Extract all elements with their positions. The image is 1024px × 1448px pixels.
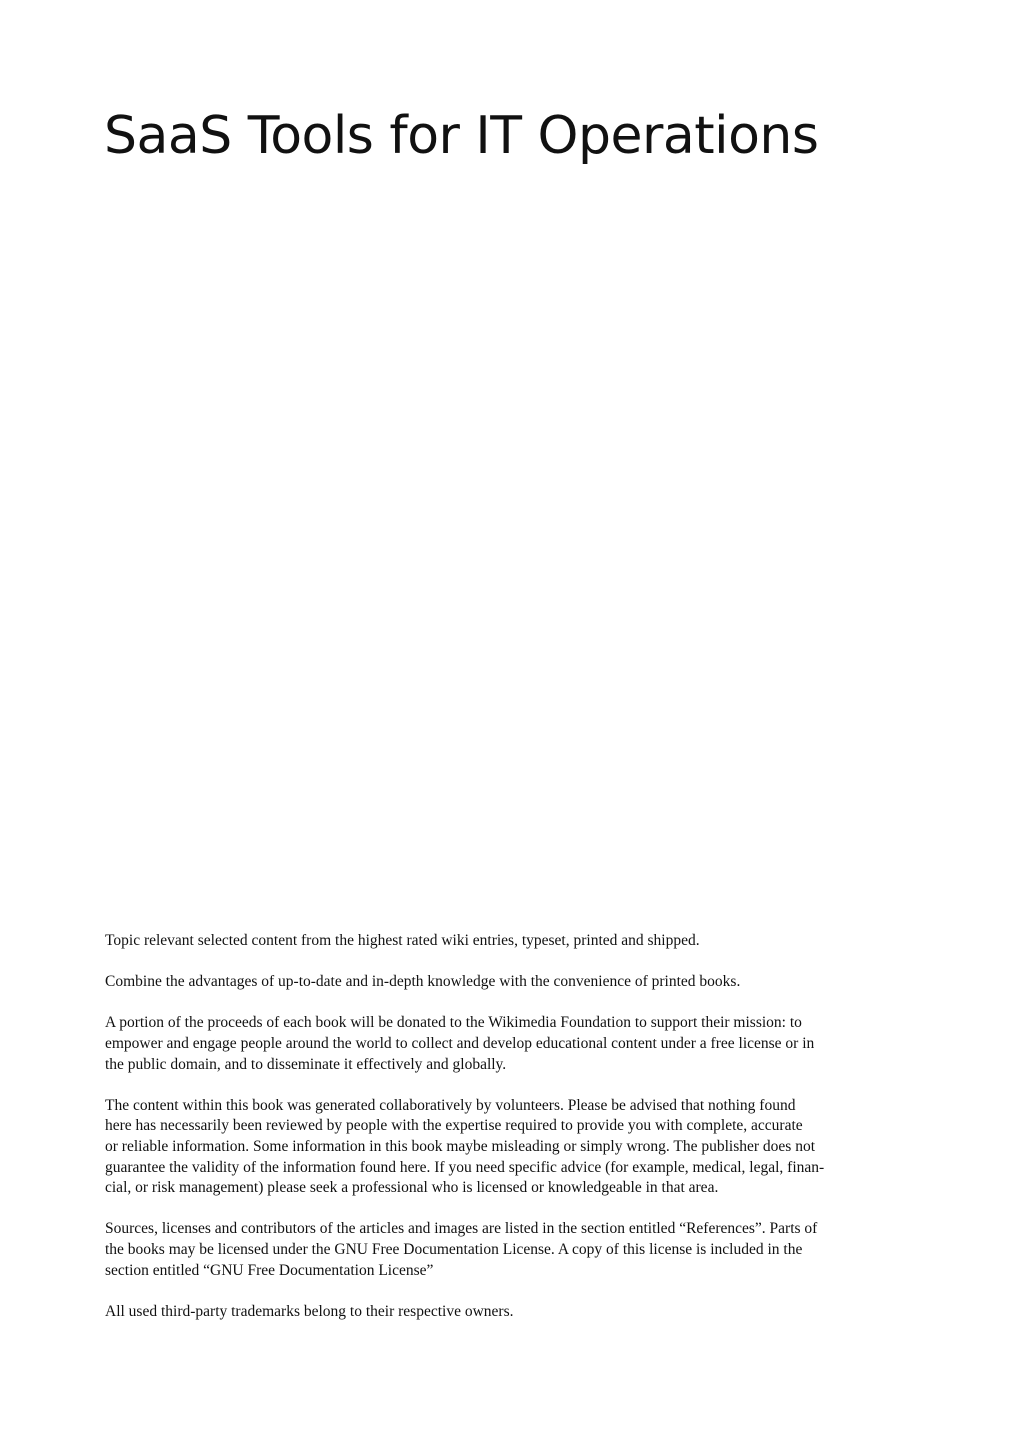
text-line: the public domain, and to disseminate it effectively and globally. [105,1055,507,1073]
publisher-notice [105,931,905,1343]
text-line: section entitled “GNU Free Documentation License” [105,1261,434,1279]
paragraph-disclaimer [105,1096,905,1199]
page-title: SaaS Tools for IT Operations [104,106,819,166]
text-line: Combine the advantages of up-to-date and in-depth knowledge with the convenience of printed books. [105,973,741,991]
paragraph-trademarks [105,1302,905,1323]
text-line: Sources, licenses and contributors of the articles and images are listed in the section entitled “References”. Parts of [105,1220,818,1238]
text-line: A portion of the proceeds of each book will be donated to the Wikimedia Foundation to support their mission: to [105,1014,802,1032]
text-line: here has necessarily been reviewed by people with the expertise required to provide you with complete, accurate [105,1117,803,1135]
paragraph-sources [105,1219,905,1281]
text-line: empower and engage people around the world to collect and develop educational content under a free license or in [105,1034,815,1052]
text-line: Topic relevant selected content from the highest rated wiki entries, typeset, printed and shipped. [105,932,700,949]
paragraph-donation [105,1013,905,1075]
text-line: or reliable information. Some information in this book maybe misleading or simply wrong. The publisher does not [105,1137,816,1155]
paragraph-topic [105,931,905,952]
text-line: the books may be licensed under the GNU Free Documentation License. A copy of this license is included in the [105,1240,803,1258]
text-line: The content within this book was generated collaboratively by volunteers. Please be advised that nothing found [105,1096,796,1114]
text-line: All used third-party trademarks belong to their respective owners. [105,1302,514,1320]
paragraph-advantages [105,972,905,993]
text-line: cial, or risk management) please seek a professional who is licensed or knowledgeable in that area. [105,1179,719,1197]
text-line: guarantee the validity of the information found here. If you need specific advice (for example, medical, legal, finan- [105,1158,825,1176]
